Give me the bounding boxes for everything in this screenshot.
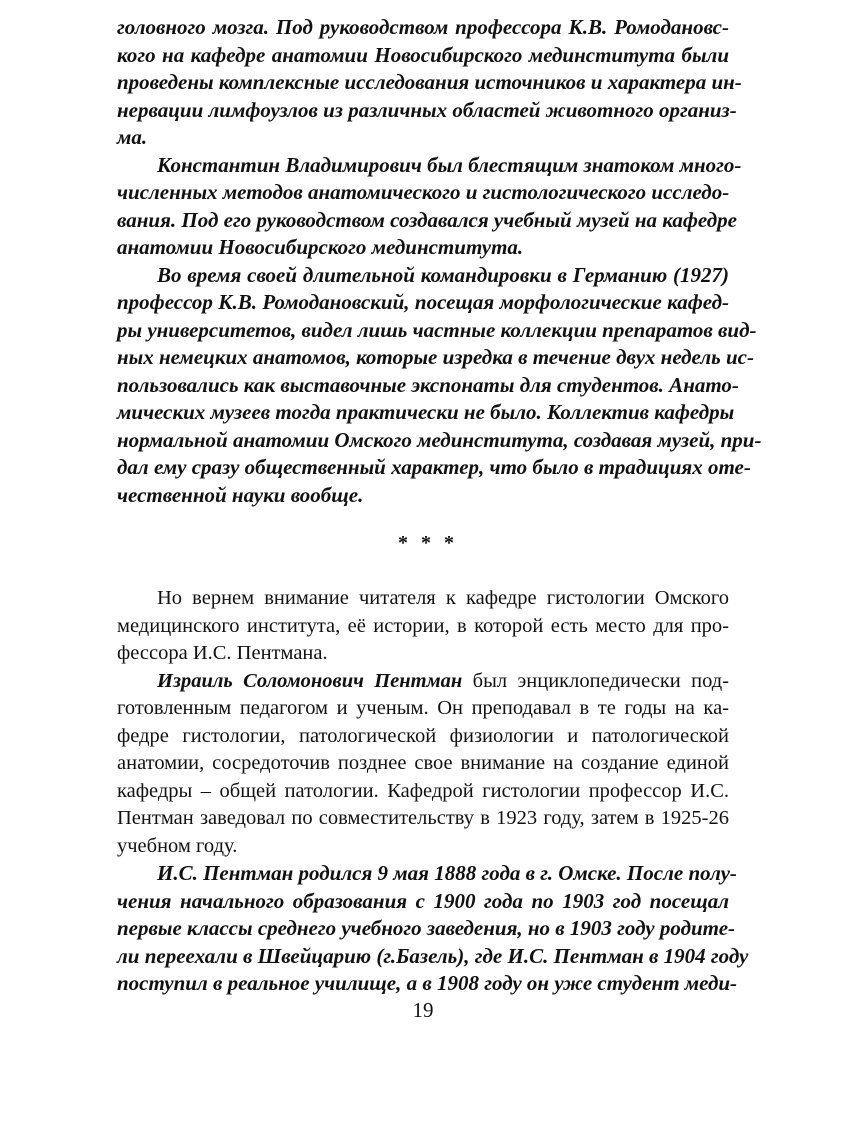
paragraph-5 <box>117 668 729 861</box>
paragraph-6 <box>117 860 749 998</box>
italic-section-2 <box>117 860 749 998</box>
text-line: первые классы среднего учебного заведения, но в 1903 году родите- <box>117 916 736 940</box>
text-line: головного мозга. Под руководством профессора К.В. Ромодановс- <box>117 15 729 39</box>
text-line: вания. Под его руководством создавался учебный музей на кафедре <box>117 207 737 232</box>
text-line: мических музеев тогда практически не было. Коллектив кафедры <box>117 400 735 424</box>
text-line: чения начального образования с 1900 года по 1903 год посещал <box>117 888 729 913</box>
text-line: ры университетов, видел лишь частные коллекции препаратов вид- <box>117 317 757 342</box>
text-line: фессора И.С. Пентмана. <box>117 642 328 664</box>
text-line: нервации лимфоузлов из различных областей животного организ- <box>117 97 737 122</box>
text-line: Константин Владимирович был блестящим знатоком много- <box>157 152 742 177</box>
person-name: Израиль Соломонович Пентман <box>157 669 463 692</box>
text-line: медицинского института, её истории, в которой есть место для про- <box>117 614 729 637</box>
text-line <box>117 668 729 696</box>
text-line: Но вернем внимание читателя к кафедре гистологии Омского <box>157 587 729 609</box>
text-line: проведены комплексные исследования источников и характера ин- <box>117 70 742 94</box>
paragraph-2 <box>117 152 742 262</box>
text-line: учебном году. <box>117 834 238 857</box>
text-line: федре гистологии, патологической физиологии и патологической <box>117 724 729 747</box>
text-line: Во время своей длительной командировки в Германию (1927) <box>157 262 729 287</box>
section-separator: * * * <box>398 532 458 554</box>
text-line: Пентман заведовал по совместительству в 1923 году, затем в 1925-26 <box>117 807 729 829</box>
text-line: ных немецких анатомов, которые изредка в течение двух недель ис- <box>117 345 754 369</box>
page-number: 19 <box>412 998 434 1022</box>
text-line: пользовались как выставочные экспонаты для студентов. Анато- <box>117 372 739 397</box>
text-line: чественной науки вообще. <box>117 482 364 507</box>
paragraph-4 <box>117 585 729 668</box>
text-line: поступил в реальное училище, а в 1908 году он уже студент меди- <box>117 971 738 995</box>
text-line: ли переехали в Швейцарию (г.Базель), где И.С. Пентман в 1904 году <box>117 943 749 968</box>
paragraph-1 <box>117 14 742 152</box>
text-line: анатомии, сосредоточив позднее свое внимание на создание единой <box>117 752 729 774</box>
text-line: профессор К.В. Ромодановский, посещая морфологические кафед- <box>117 290 729 314</box>
text-line: ма. <box>117 125 148 149</box>
text-line: нормальной анатомии Омского мединститута, создавая музей, при- <box>117 427 762 452</box>
text-line: И.С. Пентман родился 9 мая 1888 года в г. Омске. После полу- <box>157 861 737 885</box>
text-line: кого на кафедре анатомии Новосибирского мединститута были <box>117 42 729 67</box>
text-line: численных методов анатомического и гистологического исследо- <box>117 180 730 204</box>
text-line: кафедры – общей патологии. Кафедрой гистологии профессор И.С. <box>117 779 729 802</box>
italic-section <box>117 14 762 509</box>
page-body <box>117 14 762 998</box>
text-line: готовленным педагогом и ученым. Он преподавал в те годы на ка- <box>117 697 729 719</box>
roman-section <box>117 585 729 860</box>
paragraph-3 <box>117 262 762 510</box>
text-line: анатомии Новосибирского мединститута. <box>117 235 524 259</box>
text-fragment: был энциклопедически под- <box>462 669 729 692</box>
text-line: дал ему сразу общественный характер, что было в традициях оте- <box>117 455 751 479</box>
